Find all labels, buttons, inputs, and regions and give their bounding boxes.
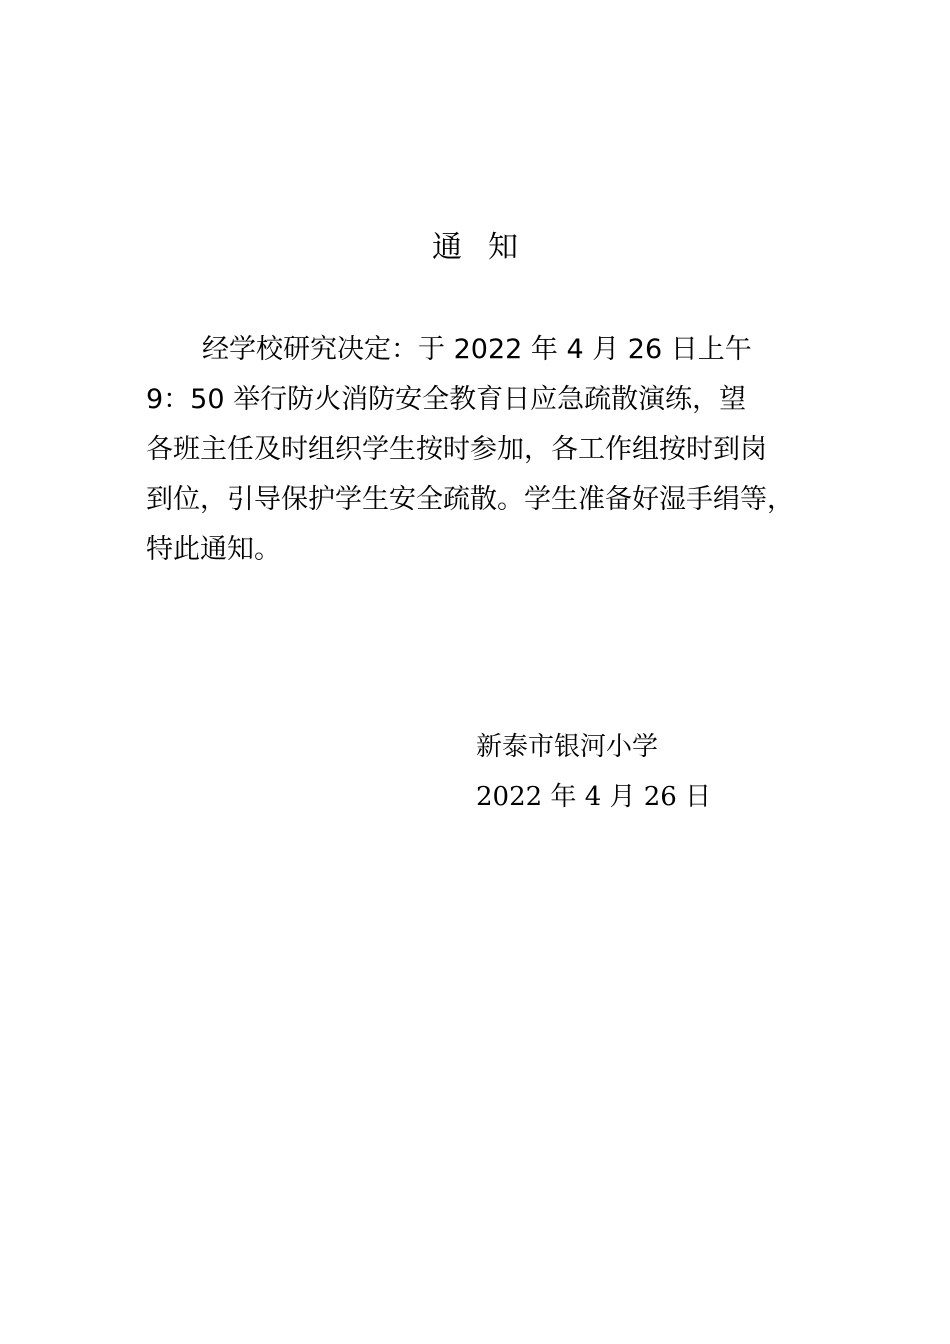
signature-date: 2022 年 4 月 26 日 [476, 782, 712, 812]
signature-block [476, 722, 711, 822]
body-line: 特此通知。 [146, 534, 281, 565]
page-title: 通知 [432, 230, 544, 265]
signature-org: 新泰市银河小学 [476, 732, 659, 762]
body-line: 经学校研究决定：于 2022 年 4 月 26 日上午 [202, 334, 752, 365]
body-line: 9：50 举行防火消防安全教育日应急疏散演练，望 [146, 384, 747, 415]
notice-body [146, 325, 836, 575]
body-line: 各班主任及时组织学生按时参加，各工作组按时到岗 [146, 434, 767, 465]
body-line: 到位，引导保护学生安全疏散。学生准备好湿手绢等， [146, 484, 794, 515]
